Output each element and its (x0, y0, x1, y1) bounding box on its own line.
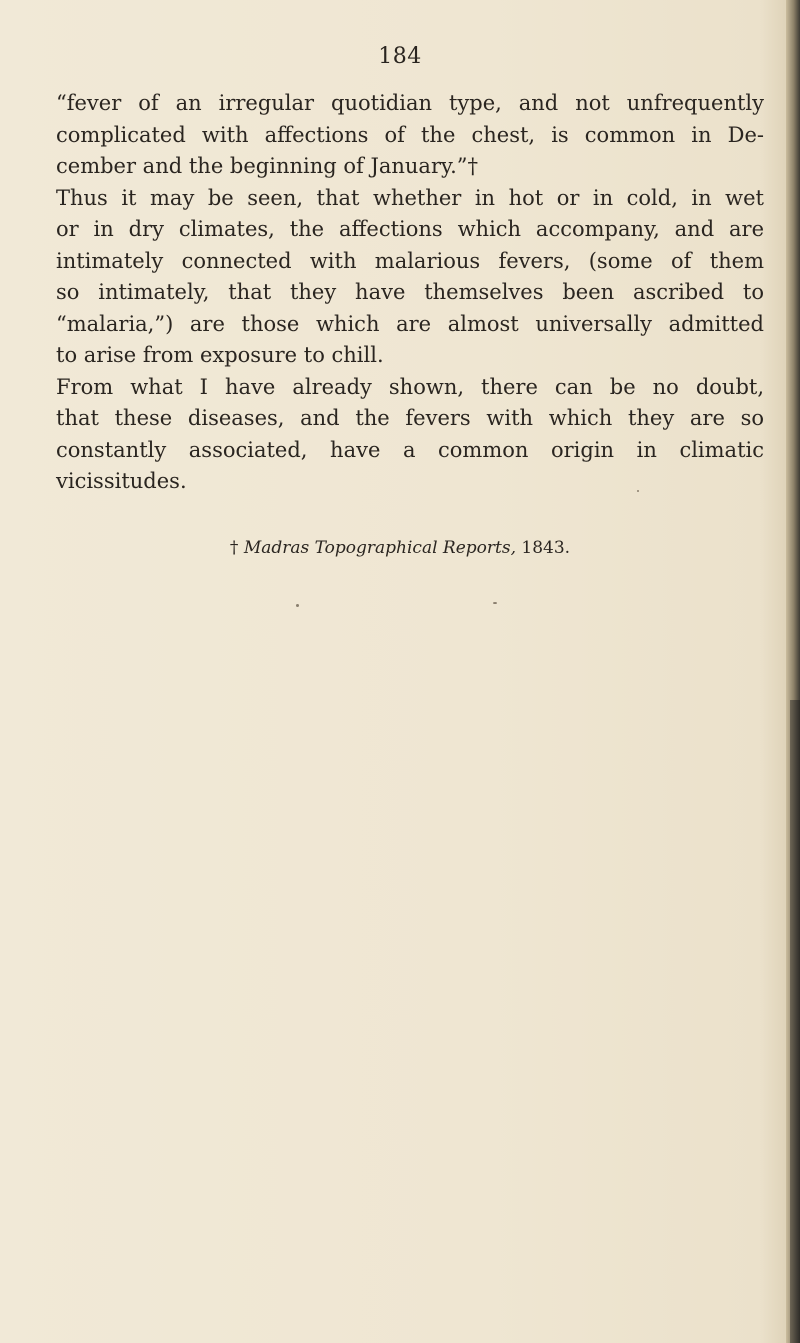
text-line: constantly associated, have a common origin in climatic (56, 437, 764, 462)
text-line: From what I have already shown, there can be no doubt, (56, 374, 764, 399)
footnote-dagger: † (229, 538, 239, 558)
page-edge-dark (790, 700, 800, 1343)
text-line: “fever of an irregular quotidian type, and not unfrequently (56, 91, 764, 115)
text-line: vicissitudes. (56, 469, 187, 493)
paper-speck (637, 490, 639, 492)
footnote-title: Madras Topographical Reports, (243, 538, 516, 558)
text-line: that these diseases, and the fevers with which they are so (56, 406, 764, 430)
footnote-year: 1843. (521, 538, 571, 558)
footnote (0, 538, 800, 558)
text-line: so intimately, that they have themselves been ascribed to (56, 280, 764, 304)
paper-speck (296, 604, 299, 607)
text-line: cember and the beginning of January.”† (56, 154, 478, 178)
text-line: Thus it may be seen, that whether in hot or in cold, in wet (56, 185, 764, 210)
page-number: 184 (378, 44, 422, 69)
body-text (56, 88, 764, 498)
text-line: complicated with affections of the chest, is common in De- (56, 122, 764, 147)
text-line: to arise from exposure to chill. (56, 343, 384, 367)
text-line: “malaria,”) are those which are almost universally admitted (56, 311, 764, 336)
text-line: intimately connected with malarious fevers, (some of them (56, 248, 764, 273)
paper-speck (493, 602, 497, 604)
text-line: or in dry climates, the affections which accompany, and are (56, 217, 764, 241)
